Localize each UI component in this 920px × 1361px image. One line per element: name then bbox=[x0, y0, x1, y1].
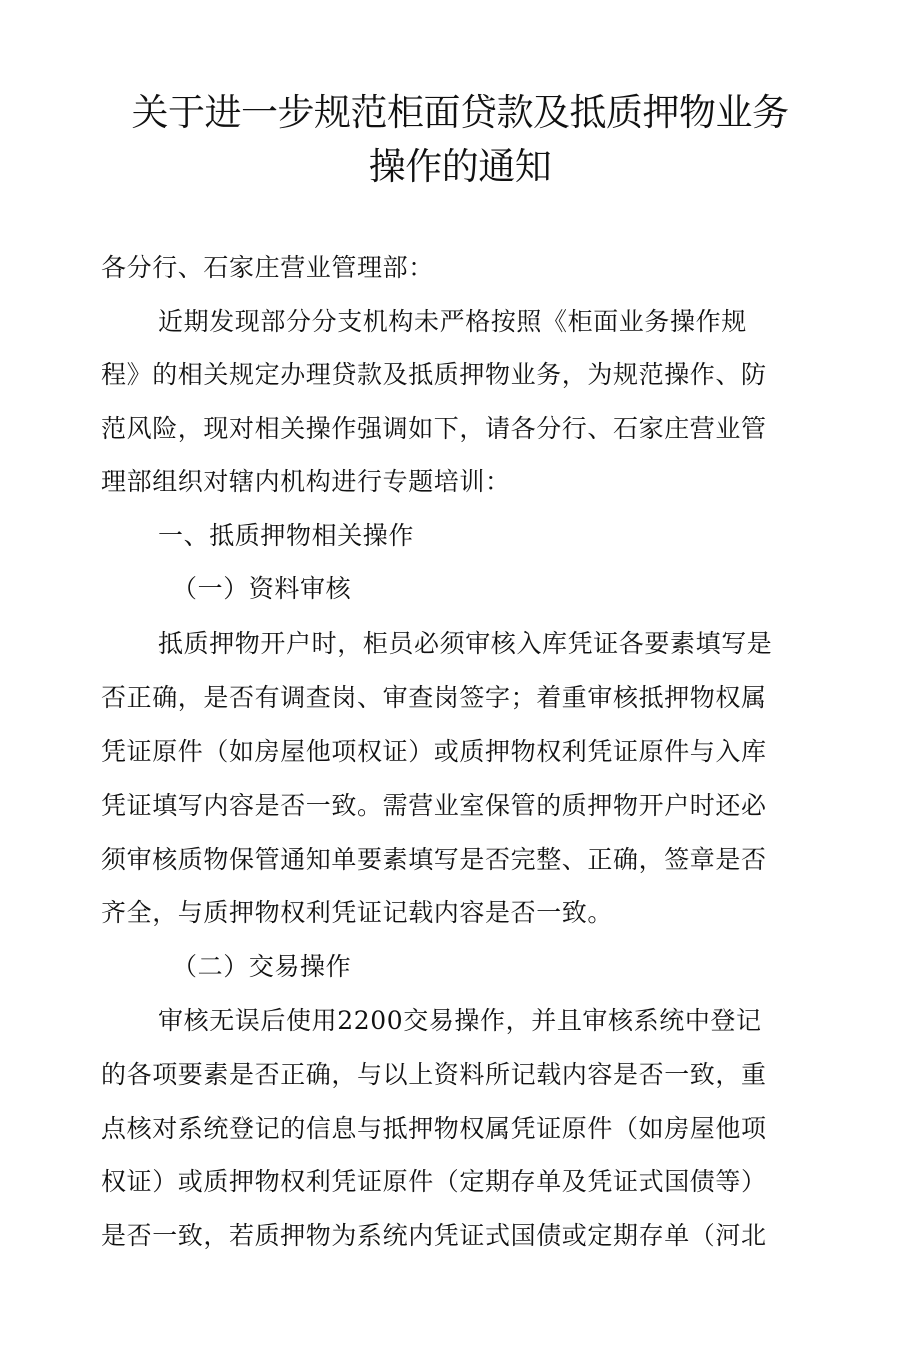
subsection-1-line-3: 凭证原件（如房屋他项权证）或质押物权利凭证原件与入库 bbox=[101, 737, 767, 766]
subsection-1-heading: （一）资料审核 bbox=[172, 574, 352, 603]
subsection-1-line-5: 须审核质物保管通知单要素填写是否完整、正确，签章是否 bbox=[101, 845, 767, 874]
subsection-1-line-4: 凭证填写内容是否一致。需营业室保管的质押物开户时还必 bbox=[101, 791, 767, 820]
intro-line-1: 近期发现部分分支机构未严格按照《柜面业务操作规 bbox=[158, 307, 747, 336]
intro-line-3: 范风险，现对相关操作强调如下，请各分行、石家庄营业管 bbox=[101, 414, 767, 443]
subsection-1-line-2: 否正确，是否有调查岗、审查岗签字；着重审核抵押物权属 bbox=[101, 683, 767, 712]
subsection-2-line-1: 审核无误后使用2200交易操作，并且审核系统中登记 bbox=[158, 1006, 762, 1035]
intro-line-4: 理部组织对辖内机构进行专题培训： bbox=[101, 467, 511, 496]
subsection-2-line-5: 是否一致，若质押物为系统内凭证式国债或定期存单（河北 bbox=[101, 1221, 767, 1250]
subsection-2-line-4: 权证）或质押物权利凭证原件（定期存单及凭证式国债等） bbox=[101, 1167, 767, 1196]
document-title-line-2: 操作的通知 bbox=[368, 145, 552, 188]
subsection-1-line-1: 抵质押物开户时，柜员必须审核入库凭证各要素填写是 bbox=[158, 629, 773, 658]
subsection-2-line-3: 点核对系统登记的信息与抵押物权属凭证原件（如房屋他项 bbox=[101, 1114, 767, 1143]
intro-line-2: 程》的相关规定办理贷款及抵质押物业务，为规范操作、防 bbox=[101, 360, 767, 389]
salutation: 各分行、石家庄营业管理部： bbox=[101, 253, 434, 282]
subsection-1-line-6: 齐全，与质押物权利凭证记载内容是否一致。 bbox=[101, 898, 614, 927]
subsection-2-heading: （二）交易操作 bbox=[172, 952, 352, 981]
section-1-heading: 一、抵质押物相关操作 bbox=[158, 521, 415, 550]
subsection-2-line-2: 的各项要素是否正确，与以上资料所记载内容是否一致，重 bbox=[101, 1060, 767, 1089]
document-title-line-1: 关于进一步规范柜面贷款及抵质押物业务 bbox=[131, 91, 789, 134]
